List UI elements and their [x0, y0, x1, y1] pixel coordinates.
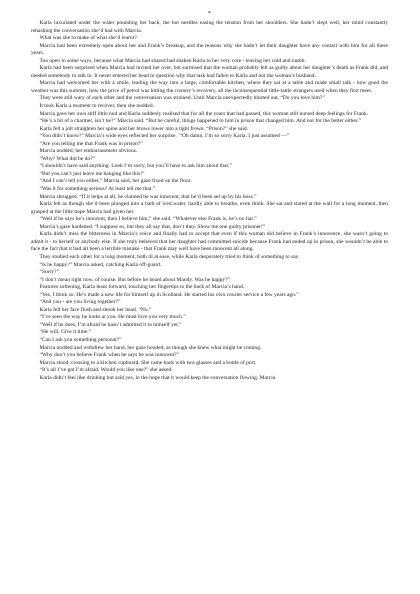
paragraph: Karla felt a jolt straighten her spine and her brows lower into a tight frown. “Prison?” she said.: [39, 125, 248, 132]
paragraph: Marcia nodded, her embarrassment obvious.: [39, 148, 138, 155]
paragraph: Marcia gave her own stiff little nod and Karla suddenly realised that for all the years that had passed, this woman still nursed deep feelings for Frank.: [39, 110, 369, 117]
paragraph: “He will. Give it time.”: [39, 329, 92, 336]
paragraph: “And I can’t tell you either,” Marcia said, her gaze fixed on the floor.: [39, 178, 192, 185]
paragraph: “Well if he says he’s innocent, then I believe him,” she said. “Whatever else Frank is, he’s no liar.”: [39, 216, 257, 223]
paragraph: What was she to make of what she’d learnt?: [39, 35, 137, 42]
paragraph: Karla didn’t feel like drinking but said yes, in the hope that it would keep the conversation flowing. Marcia: [39, 374, 276, 381]
paragraph: Marcia’s gaze hardened. “I suppose so, but they all say that, don’t they. Show me one guilty prisoner!”: [39, 223, 266, 230]
paragraph: “Are you telling me that Frank was in prison?”: [39, 140, 143, 147]
paragraph: Marcia stood, crossing to a kitchen cupboard. She came back with two glasses and a bottle of port.: [39, 359, 257, 366]
paragraph: “I’ve seen the way he looks at you. He must love you very much.”: [39, 314, 186, 321]
paragraph: “Can I ask you something personal?”: [39, 336, 122, 343]
paragraph: “Was it for something serious? At least tell me that.”: [39, 186, 156, 193]
paragraph: Karla had been surprised when Marcia had invited her over, but surmised that the woman probably felt as guilty about her daughter’s death as Frank did, and needed somebody to talk to. It never entered her head to question why that task had fallen to Karla and not the woman’s husband.: [31, 65, 388, 79]
paragraph: “Well if he does, I’m afraid he hasn’t admitted it to himself yet.”: [39, 321, 182, 328]
paragraph: “It’s all I’ve got I’m afraid. Would you like one?” she asked.: [39, 367, 173, 374]
paragraph: Features softening, Karla leant forward, touching her fingertips to the back of Marcia’s hand.: [39, 284, 245, 291]
paragraph: “I shouldn’t have said anything. Look I’m sorry, but you’ll have to ask him about that.”: [39, 163, 232, 170]
paragraph: They were still wary of each other and the conversation was strained. Until Marcia unexpectedly blurted out, “Do you love him?”: [39, 95, 325, 102]
paragraph: “You didn’t know?” Marcia’s wide eyes reflected her surprise . “Oh damn, I’m so sorry Karla. I just assumed —”: [39, 133, 290, 140]
paragraph: “Yes, I think so. He’s made a new life for himself up in Scotland. He started his own courier service a few years ago.”: [39, 291, 299, 298]
paragraph: It took Karla a moment to recover, then she nodded.: [39, 103, 154, 110]
paragraph: “Why? What did he do?”: [39, 155, 95, 162]
paragraph: “He’s a bit of a charmer, isn’t he?” Marcia said. “But be careful, things happened to him in prison that changed him. And not for the better either.”: [39, 118, 362, 125]
paragraph: Karla didn’t miss the bitterness in Marcia’s voice and finally had to accept that even if this woman did believe in Frank’s innocence, she wasn’t going to admit it - to herself or anybody else. If she truly believed that her daughter had committed suicide because Frank had ended up in prison, she wouldn’t be able to face the fact that it had all been a terrible mistake - that Frank may well have been innocent all along.: [31, 231, 388, 253]
paragraph: They studied each other for a long moment, both ill at ease, while Karla desperately tried to think of something to say.: [39, 253, 300, 260]
paragraph: Too open in some ways, because what Marcia had shared had shaken Karla to her very core - leaving her cold and numb.: [39, 57, 306, 64]
paragraph: “Why don’t you believe Frank when he says he was innocent?”: [39, 352, 179, 359]
paragraph: “Sorry?”: [39, 269, 60, 276]
paragraph: Marcia nodded and withdrew her hand, her gaze hooded, as though she knew what might be coming.: [39, 344, 262, 351]
paragraph: Karla felt her face flush and shook her head. “No.”: [39, 306, 152, 313]
paragraph: Marcia had welcomed her with a smile, leading the way into a large, comfortable kitchen, where they sat at a table and made small talk - how good the weather was this summer, how the price of petrol was hitting the country’s recovery, all the inconsequential tittle-tattle strangers used when they first meet.: [31, 80, 388, 94]
paragraph: “And you - are you living together?”: [39, 299, 121, 306]
paragraph: “I don’t mean right now, of course. But before he heard about Mandy. Was he happy?”: [39, 276, 230, 283]
scene-break-marker: *: [208, 11, 211, 17]
body-text: [31, 20, 388, 382]
paragraph: “But you can’t just leave me hanging like this!”: [39, 170, 145, 177]
paragraph: Marcia had been extremely open about her and Frank’s breakup, and the reasons why she hadn’t let their daughter have any contact with him for all these years.: [31, 42, 388, 57]
paragraph: “Is he happy?” Marcia asked, catching Karla off-guard.: [39, 261, 162, 268]
paragraph: Karla felt as though she’d been plunged into a bath of iced water, hardly able to breathe, even think. She sat and stared at the wall for a long moment, then grasped at the little hope Marcia had given her.: [31, 201, 388, 215]
paragraph: Karla luxuriated under the water pounding her back, the hot needles easing the tension from her shoulders. She hadn’t slept well, her mind constantly rehashing the conversation she’d had with Marcia.: [31, 20, 388, 34]
paragraph: Marcia shrugged. “If it helps at all, he claimed he was innocent, that he’d been set up by his boss.”: [39, 193, 257, 200]
